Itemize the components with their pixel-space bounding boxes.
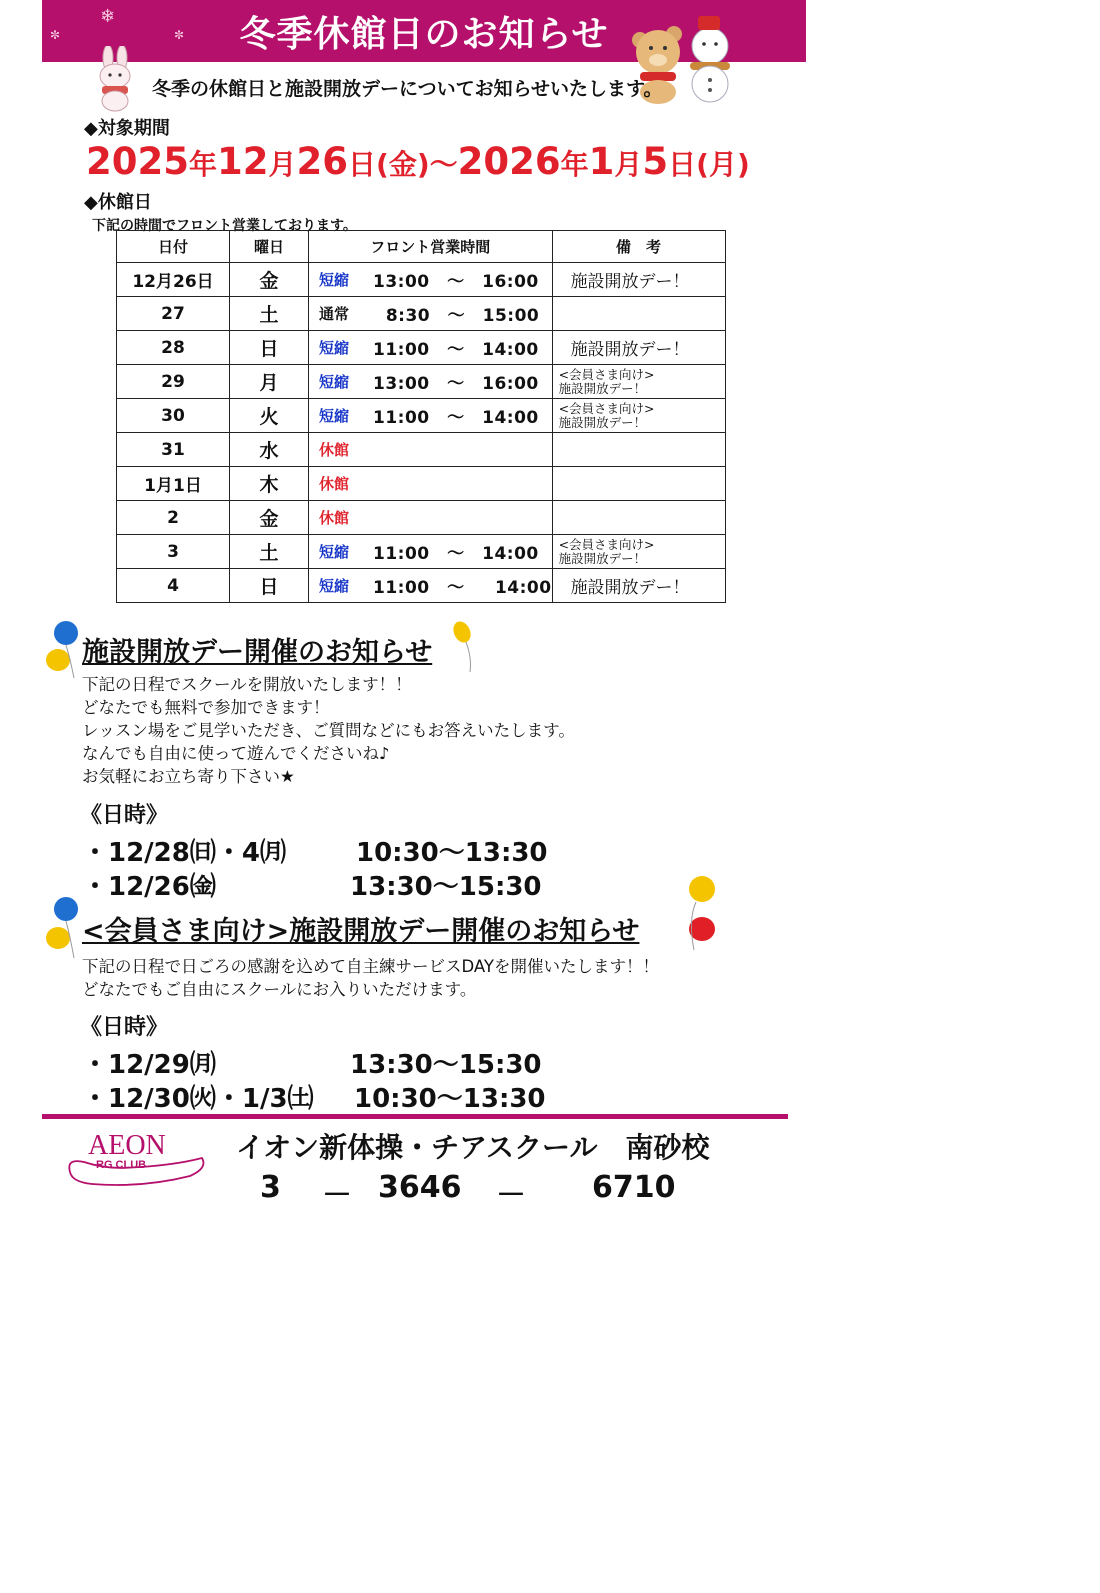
cell-day: 金: [230, 263, 309, 297]
cell-remarks: [552, 433, 725, 467]
school-name: イオン新体操・チアスクール 南砂校: [236, 1131, 710, 1164]
member-day-time: 10:30～13:30: [354, 1084, 546, 1114]
cell-remarks: [552, 331, 725, 365]
cell-day: 日: [230, 331, 309, 365]
col-header-remarks: 備 考: [552, 231, 725, 263]
cell-date: 31: [117, 433, 230, 467]
hours-type-badge: 短縮: [318, 407, 349, 425]
cell-day: 金: [230, 501, 309, 535]
cell-day: 水: [230, 433, 309, 467]
cell-remarks: [552, 501, 725, 535]
open-day-time: 10:30～13:30: [356, 838, 548, 868]
footer-divider: [42, 1114, 788, 1119]
cell-remarks: [552, 399, 725, 433]
description-line: なんでも自由に使って遊んでくださいね♪: [82, 744, 390, 763]
cell-hours: [309, 297, 553, 331]
cell-date: 4: [117, 569, 230, 603]
open-day-dates: ・12/28㈰・4㈪: [82, 838, 286, 868]
hours-type-badge: 短縮: [318, 271, 349, 289]
description-line: どなたでも無料で参加できます！: [82, 698, 330, 717]
open-day-title: 施設開放デー開催のお知らせ: [82, 637, 433, 668]
table-row: [117, 263, 726, 297]
open-day-time: 13:30～15:30: [350, 872, 542, 902]
cell-hours: [309, 263, 553, 297]
cell-day: 月: [230, 365, 309, 399]
remark-text: [559, 304, 571, 324]
col-header-hours: フロント営業時間: [309, 231, 553, 263]
cell-remarks: [552, 263, 725, 297]
cell-hours: [309, 365, 553, 399]
cell-remarks: [552, 365, 725, 399]
hours-type-badge: 通常: [318, 305, 349, 323]
cell-hours: [309, 433, 553, 467]
svg-text:RG CLUB: RG CLUB: [96, 1159, 147, 1171]
table-row: [117, 433, 726, 467]
remark-text: [559, 474, 571, 494]
cell-day: 木: [230, 467, 309, 501]
phone-part: 6710: [592, 1170, 676, 1205]
phone-separator: －: [496, 1178, 526, 1213]
cell-date: 27: [117, 297, 230, 331]
phone-part: 3646: [378, 1170, 462, 1205]
remark-line: 施設開放デー！: [558, 380, 647, 396]
cell-day: 火: [230, 399, 309, 433]
cell-date: 28: [117, 331, 230, 365]
cell-hours: [309, 535, 553, 569]
hours-time: 13:00 ～ 16:00: [373, 272, 539, 292]
member-day-datetime-heading: 《日時》: [80, 1015, 169, 1040]
intro-text: 冬季の休館日と施設開放デーについてお知らせいたします。: [152, 78, 663, 100]
balloons-icon: [684, 874, 720, 954]
aeon-logo: [62, 1128, 210, 1192]
hours-type-badge: 休館: [318, 441, 349, 459]
balloons-icon: [44, 620, 82, 682]
hours-type-badge: 休館: [318, 475, 349, 493]
cell-hours: [309, 467, 553, 501]
hours-time: 13:00 ～ 16:00: [373, 374, 539, 394]
table-row: [117, 501, 726, 535]
remark-text: 施設開放デー！: [570, 272, 690, 292]
cell-date: 3: [117, 535, 230, 569]
description-line: 下記の日程でスクールを開放いたします！！: [82, 675, 412, 694]
table-row: [117, 365, 726, 399]
remark-text: [559, 508, 571, 528]
cell-date: 30: [117, 399, 230, 433]
balloons-icon: [44, 896, 82, 962]
closure-note: 下記の時間でフロント営業しております。: [92, 218, 357, 234]
col-header-day: 曜日: [230, 231, 309, 263]
phone-part: 3: [260, 1170, 281, 1205]
member-day-title: <会員さま向け>施設開放デー開催のお知らせ: [82, 916, 640, 947]
cell-day: 日: [230, 569, 309, 603]
cell-date: 29: [117, 365, 230, 399]
member-day-time: 13:30～15:30: [350, 1050, 542, 1080]
hours-time: 11:00 ～ 14:00: [373, 340, 539, 360]
svg-text:AEON: AEON: [88, 1130, 166, 1161]
schedule-table: [116, 230, 726, 603]
description-line: どなたでもご自由にスクールにお入りいただけます。: [82, 980, 477, 999]
cell-remarks: [552, 569, 725, 603]
snowflake-icon: ✼: [50, 28, 61, 42]
cell-remarks: [552, 297, 725, 331]
hours-type-badge: 短縮: [318, 577, 349, 595]
table-row: [117, 569, 726, 603]
open-day-dates: ・12/26㈮: [82, 872, 216, 902]
closure-label: ◆休館日: [84, 192, 152, 213]
table-row: [117, 331, 726, 365]
col-header-date: 日付: [117, 231, 230, 263]
remark-line: <会員さま向け>: [558, 400, 655, 416]
remark-text: [559, 440, 571, 460]
cell-remarks: [552, 535, 725, 569]
open-day-description: [82, 673, 575, 788]
balloon-icon: [452, 620, 478, 674]
hours-time: 11:00 ～ 14:00: [373, 544, 539, 564]
page-title: 冬季休館日のお知らせ: [239, 14, 609, 55]
remark-text: 施設開放デー！: [570, 340, 690, 360]
cell-date: 1月1日: [117, 467, 230, 501]
table-row: [117, 399, 726, 433]
table-row: [117, 467, 726, 501]
member-day-description: [82, 955, 659, 1001]
cell-day: 土: [230, 297, 309, 331]
snowflake-icon: ❄: [100, 6, 116, 27]
phone-separator: －: [322, 1178, 352, 1213]
remark-line: <会員さま向け>: [558, 536, 655, 552]
cell-date: 12月26日: [117, 263, 230, 297]
member-day-dates: ・12/30㈫・1/3㈯: [82, 1084, 314, 1114]
hours-time: 11:00 ～ 14:00: [373, 578, 552, 598]
cell-hours: [309, 331, 553, 365]
table-row: [117, 535, 726, 569]
hours-type-badge: 短縮: [318, 373, 349, 391]
cell-hours: [309, 501, 553, 535]
hours-type-badge: 短縮: [318, 543, 349, 561]
period-range: 2025年12月26日(金)～2026年1月5日(月): [86, 140, 750, 183]
hours-time: 11:00 ～ 14:00: [373, 408, 539, 428]
hours-type-badge: 短縮: [318, 339, 349, 357]
period-label: ◆対象期間: [84, 118, 170, 139]
remark-line: 施設開放デー！: [558, 414, 647, 430]
cell-date: 2: [117, 501, 230, 535]
remark-line: 施設開放デー！: [558, 550, 647, 566]
hours-type-badge: 休館: [318, 509, 349, 527]
cell-hours: [309, 569, 553, 603]
hours-time: 8:30 ～ 15:00: [373, 306, 540, 326]
table-row: [117, 297, 726, 331]
cell-hours: [309, 399, 553, 433]
description-line: レッスン場をご見学いただき、ご質問などにもお答えいたします。: [82, 721, 575, 740]
table-header-row: [117, 231, 726, 263]
rabbit-illustration-icon: [88, 46, 144, 112]
member-day-dates: ・12/29㈪: [82, 1050, 216, 1080]
remark-text: 施設開放デー！: [570, 578, 690, 598]
description-line: 下記の日程で日ごろの感謝を込めて自主練サービスDAYを開催いたします！！: [82, 957, 660, 976]
cell-day: 土: [230, 535, 309, 569]
cell-remarks: [552, 467, 725, 501]
open-day-datetime-heading: 《日時》: [80, 803, 169, 828]
snowflake-icon: ✼: [174, 28, 185, 42]
description-line: お気軽にお立ち寄り下さい★: [82, 767, 295, 786]
remark-line: <会員さま向け>: [558, 366, 655, 382]
